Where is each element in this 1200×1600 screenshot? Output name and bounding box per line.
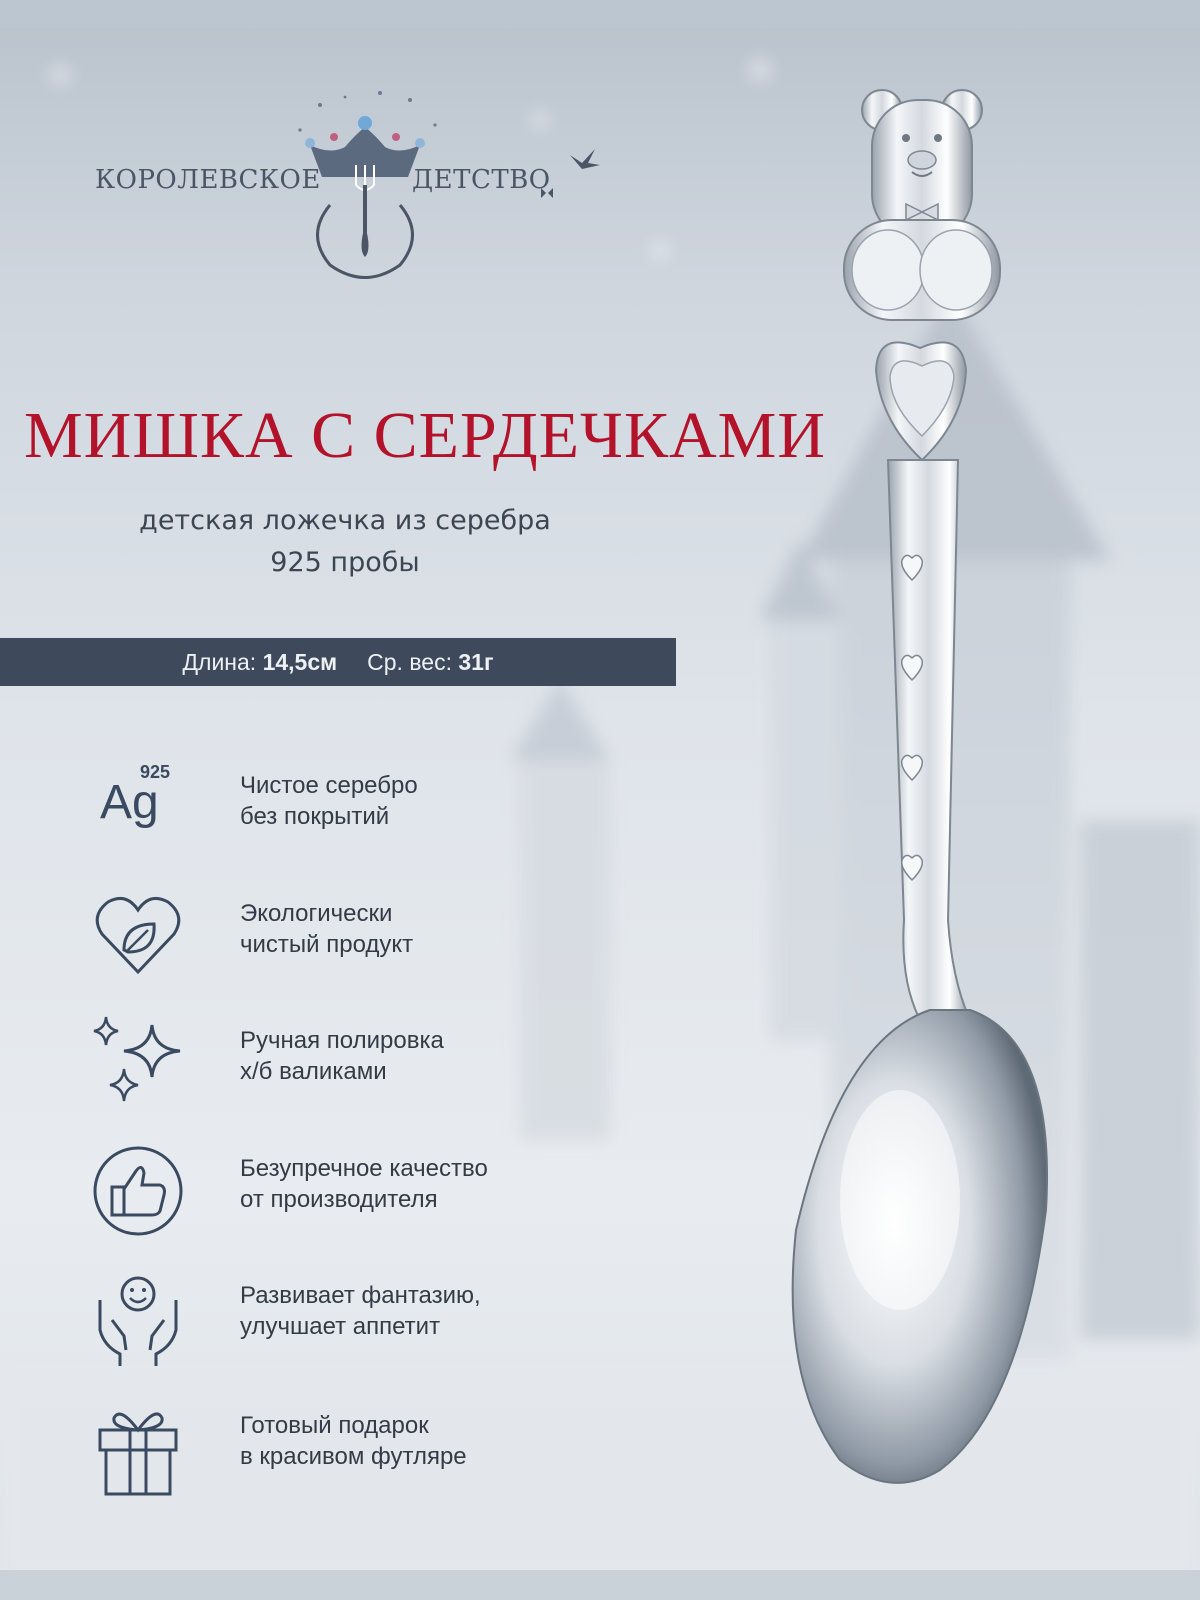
gift-box-icon [90,1400,190,1500]
feature-line-2: чистый продукт [240,931,414,958]
length-spec [182,649,337,676]
feature-eco [90,888,610,988]
feature-text [240,1410,467,1472]
feature-line-2: х/б валиками [240,1058,387,1085]
feature-text [240,1280,481,1342]
feature-silver [90,760,610,860]
ag-symbol: Ag [100,776,159,829]
feature-line-2: без покрытий [240,803,390,830]
spec-bar [0,638,676,686]
feature-line-1: Ручная полировка [240,1027,444,1054]
bottom-strip [0,1570,1200,1600]
brand-name-right: ДЕТСТВО [412,165,551,195]
feature-line-1: Развивает фантазию, [240,1282,481,1309]
drop-icon [362,225,369,257]
feature-gift [90,1400,610,1500]
silver-ag-icon [90,760,190,860]
feature-line-1: Готовый подарок [240,1412,429,1439]
feature-text [240,1153,488,1215]
feature-line-2: улучшает аппетит [240,1313,441,1340]
spoon-image [780,80,1100,1520]
brand-name-left: КОРОЛЕВСКОЕ [95,165,321,195]
sparkles-icon [90,1015,190,1115]
weight-value: 31г [458,648,494,675]
feature-line-1: Чистое серебро [240,772,418,799]
thumbs-up-icon [90,1143,190,1243]
heart-leaf-icon [90,888,190,988]
length-value: 14,5см [262,648,338,675]
subtitle-line-2: 925 пробы [270,547,420,578]
weight-label: Ср. вес: [367,648,452,675]
feature-line-2: в красивом футляре [240,1443,467,1470]
length-label: Длина: [182,648,257,675]
hands-smile-icon [90,1270,190,1370]
feature-polish [90,1015,610,1115]
feature-line-2: от производителя [240,1186,438,1213]
feature-line-1: Экологически [240,900,393,927]
feature-text [240,898,413,960]
bird-icon [570,149,600,169]
feature-text [240,770,418,832]
feature-text [240,1025,444,1087]
ag-fineness: 925 [140,762,171,782]
bear-topper [844,90,1000,320]
product-title: МИШКА С СЕРДЕЧКАМИ [24,399,826,472]
feature-line-1: Безупречное качество [240,1155,488,1182]
feature-quality [90,1143,610,1243]
product-subtitle [0,500,690,584]
subtitle-line-1: детская ложечка из серебра [139,505,551,536]
weight-spec [367,649,493,676]
spoon-handle [888,460,970,1020]
feature-fantasy [90,1270,610,1370]
